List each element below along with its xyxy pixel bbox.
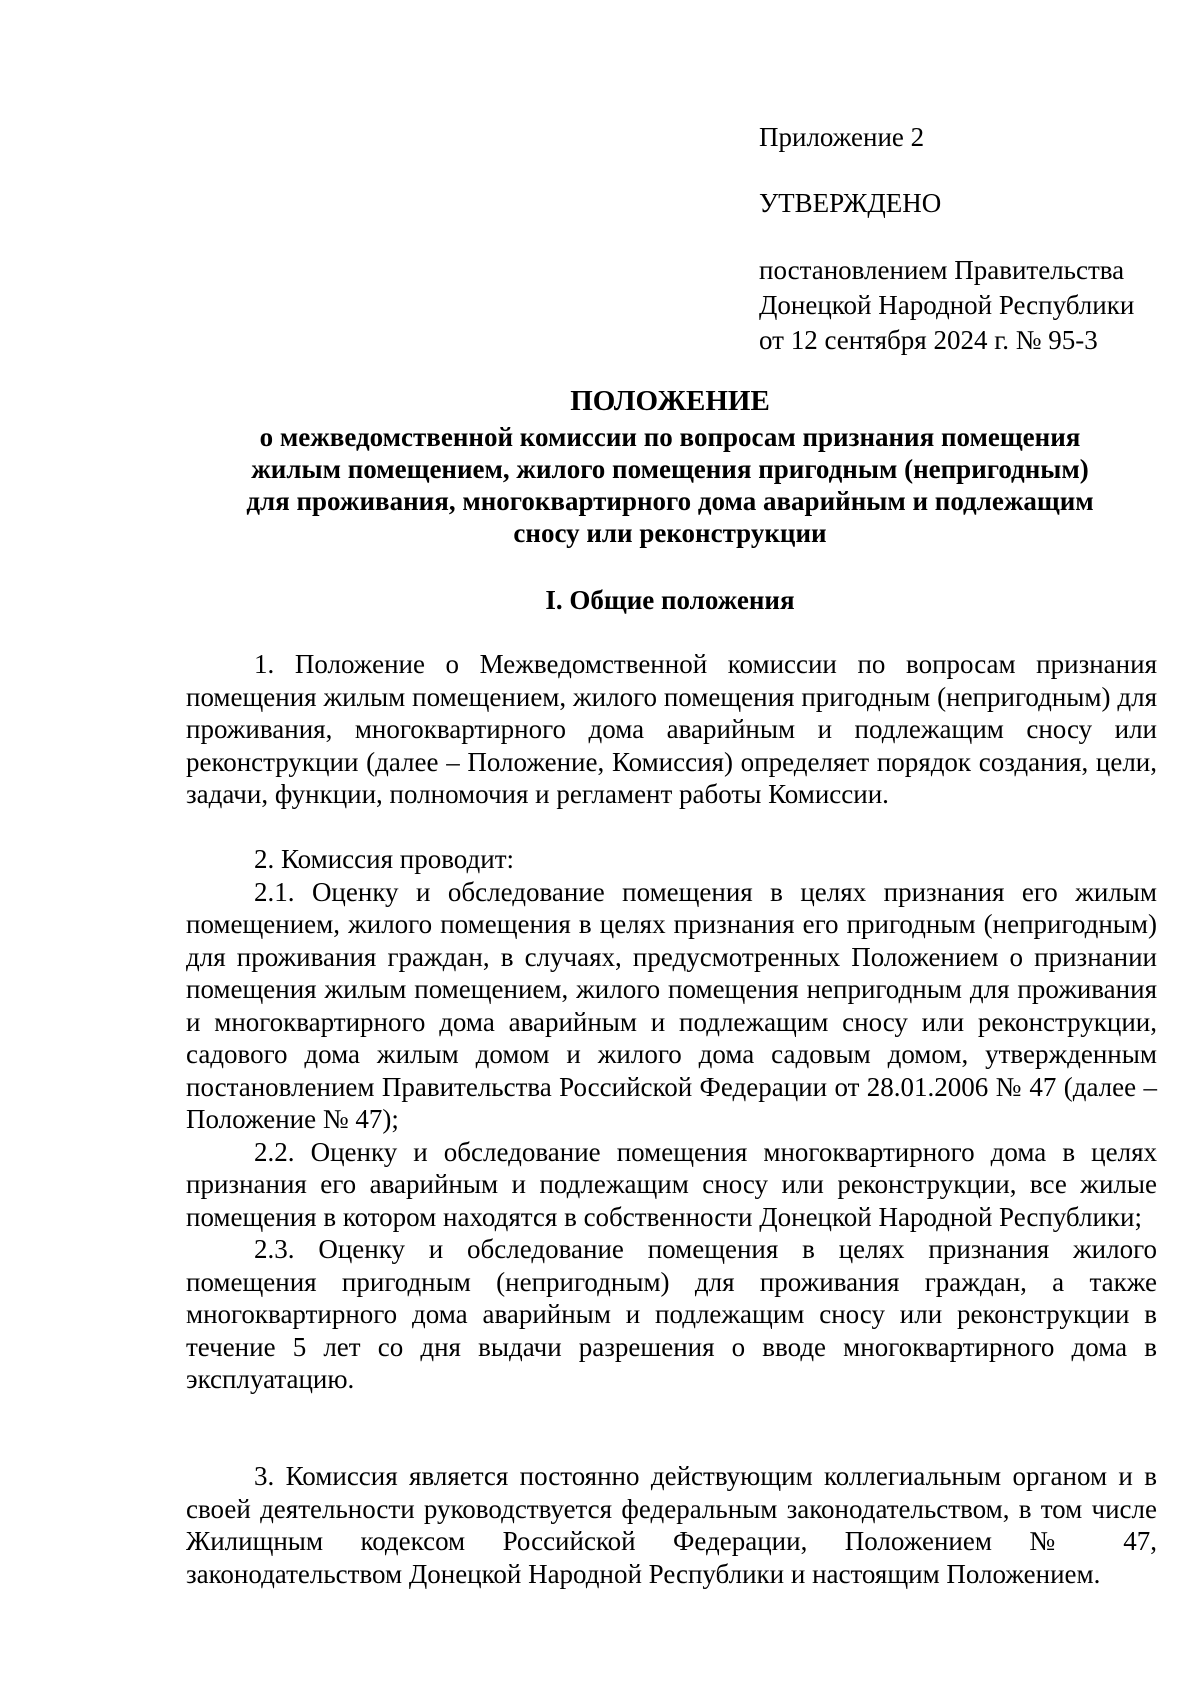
subtitle-line: жилым помещением, жилого помещения пригодным (непригодным) <box>251 454 1089 484</box>
paragraph-2-1: 2.1. Оценку и обследование помещения в целях признания его жилым помещением, жилого помещения в целях признания его пригодным (непригодным) для проживания граждан, в случаях, предусмотренных Положением о признании помещения жилым помещением, жилого помещения непригодным для проживания и многоквартирного дома аварийным и подлежащим сносу или реконструкции, садового дома жилым домом и жилого дома садовым домом, утвержденным постановлением Правительства Российской Федерации от 28.01.2006 № 47 (далее – Положение № 47); <box>186 876 1157 1134</box>
subtitle-line: о межведомственной комиссии по вопросам признания помещения <box>259 422 1081 452</box>
paragraph-3: 3. Комиссия является постоянно действующим коллегиальным органом и в своей деятельности руководствуется федеральным законодательством, в том числе Жилищным кодексом Российской Федерации, Положением № 47, законодательством Донецкой Народной Республики и настоящим Положением. <box>186 1461 1157 1589</box>
decree-reference <box>759 253 1159 358</box>
decree-line: от 12 сентября 2024 г. № 95-3 <box>759 325 1098 355</box>
paragraph-group-2 <box>186 843 1157 1396</box>
appendix-label: Приложение 2 <box>759 122 925 152</box>
subtitle-line: сносу или реконструкции <box>513 518 827 548</box>
document-title: ПОЛОЖЕНИЕ <box>570 385 770 417</box>
paragraph-group-3 <box>186 1460 1157 1590</box>
document-subtitle <box>140 421 1200 549</box>
section-heading: I. Общие положения <box>545 585 795 615</box>
subtitle-line: для проживания, многоквартирного дома аварийным и подлежащим <box>246 486 1094 516</box>
approval-block <box>759 120 1159 358</box>
paragraph-2: 2. Комиссия проводит: <box>254 844 514 874</box>
paragraph-1: 1. Положение о Межведомственной комиссии по вопросам признания помещения жилым помещением, жилого помещения пригодным (непригодным) для проживания, многоквартирного дома аварийным и подлежащим сносу или реконструкции (далее – Положение, Комиссия) определяет порядок создания, цели, задачи, функции, полномочия и регламент работы Комиссии. <box>186 649 1157 809</box>
approved-stamp-text: УТВЕРЖДЕНО <box>759 188 942 218</box>
decree-line: Донецкой Народной Республики <box>759 290 1135 320</box>
decree-line: постановлением Правительства <box>759 255 1125 285</box>
paragraph-group-1 <box>186 648 1157 811</box>
paragraph-2-3: 2.3. Оценку и обследование помещения в целях признания жилого помещения пригодным (непригодным) для проживания граждан, а также многоквартирного дома аварийным и подлежащим сносу или реконструкции в течение 5 лет со дня выдачи разрешения о вводе многоквартирного дома в эксплуатацию. <box>186 1234 1157 1394</box>
paragraph-2-2: 2.2. Оценку и обследование помещения многоквартирного дома в целях признания его аварийным и подлежащим сносу или реконструкции, все жилые помещения в котором находятся в собственности Донецкой Народной Республики; <box>186 1136 1157 1232</box>
